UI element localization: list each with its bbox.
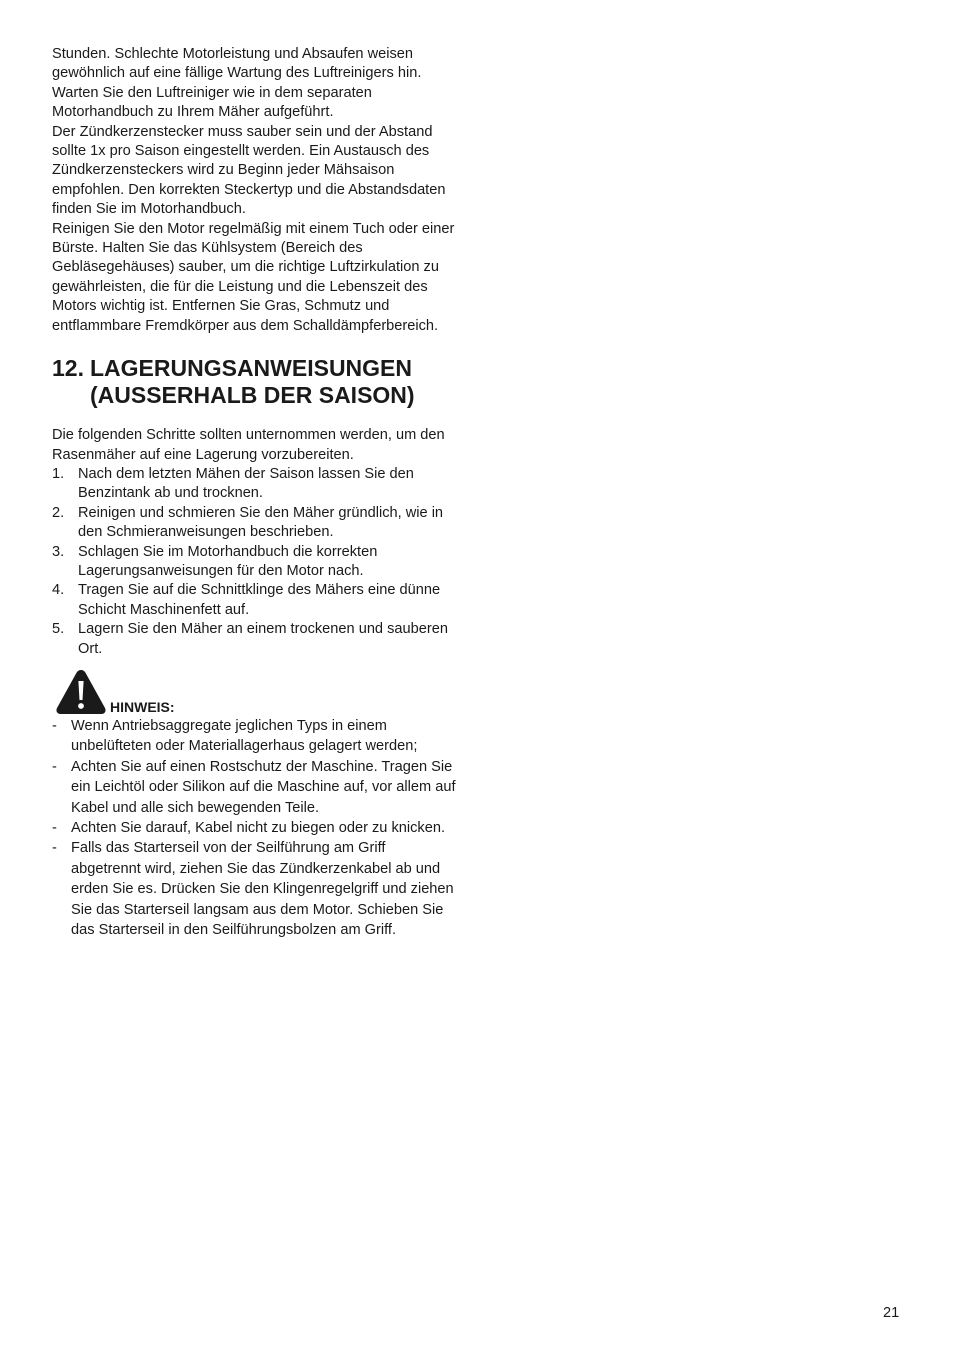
list-item [52, 838, 458, 940]
step-text: Nach dem letzten Mähen der Saison lassen Sie den Benzintank ab und trocknen. [78, 465, 414, 502]
bullet-dash: - [52, 820, 57, 836]
step-text: Reinigen und schmieren Sie den Mäher gründlich, wie in den Schmieranweisungen beschrieben. [78, 504, 444, 541]
list-item [52, 620, 458, 659]
section-title-line-2: (AUSSERHALB DER SAISON) [90, 382, 415, 409]
paragraph-engine-cleaning: Reinigen Sie den Motor regelmäßig mit einem Tuch oder einer Bürste. Halten Sie das Kühlsystem (Bereich des Gebläsegehäuses) sauber, um die richtige Luftzirkulation zu gewährleisten, die für die Leistung und die Lebenszeit des Motors wichtig ist. Entfernen Sie Gras, Schmutz und entflammbare Fremdkörper aus dem Schalldämpferbereich. [52, 220, 455, 334]
step-number: 3. [52, 543, 65, 560]
bullet-dash: - [52, 840, 57, 857]
step-number: 4. [52, 582, 65, 599]
bullet-dash: - [52, 717, 57, 734]
notice-text: Achten Sie auf einen Rostschutz der Maschine. Tragen Sie ein Leichtöl oder Silikon auf die Maschine auf, vor allem auf Kabel und alle sich bewegenden Teile. [71, 758, 456, 816]
step-text: Schlagen Sie im Motorhandbuch die korrekten Lagerungsanweisungen für den Motor nach. [78, 543, 378, 579]
list-item [52, 581, 458, 620]
notice-text: Falls das Starterseil von der Seilführung am Griff abgetrennt wird, ziehen Sie das Zündkerzenkabel ab und erden Sie es. Drücken Sie den Klingenregelgriff und ziehen Sie das Starterseil langsam aus dem Motor. Schieben Sie das Starterseil in den Seilführungsbolzen am Griff. [71, 840, 454, 939]
section-title [90, 355, 458, 409]
step-number: 1. [52, 465, 65, 482]
notice-text: Wenn Antriebsaggregate jeglichen Typs in einem unbelüfteten oder Materiallagerhaus gelagert werden; [71, 717, 418, 755]
notice-list [52, 716, 458, 940]
notice-header [52, 668, 458, 716]
list-item [52, 716, 458, 757]
notice-text: Achten Sie darauf, Kabel nicht zu biegen oder zu knicken. [71, 820, 446, 836]
paragraph-spark-plug: Der Zündkerzenstecker muss sauber sein und der Abstand sollte 1x pro Saison eingestellt werden. Ein Austausch des Zündkerzensteckers wird zu Beginn jeder Mähsaison empfohlen. Den korrekten Steckertyp und die Abstandsdaten finden Sie im Motorhandbuch. [52, 123, 446, 218]
step-number: 5. [52, 621, 65, 638]
bullet-dash: - [52, 758, 57, 775]
step-text: Lagern Sie den Mäher an einem trockenen und sauberen Ort. [78, 621, 448, 657]
paragraph-air-cleaner: Stunden. Schlechte Motorleistung und Absaufen weisen gewöhnlich auf eine fällige Wartung des Luftreinigers hin. Warten Sie den Luftreiniger wie in dem separaten Motorhandbuch zu Ihrem Mäher aufgeführt. [52, 46, 422, 121]
list-item [52, 818, 458, 838]
list-item [52, 757, 458, 818]
step-number: 2. [52, 504, 65, 521]
section-title-line-1: LAGERUNGSANWEISUNGEN [90, 355, 413, 382]
list-item [52, 543, 458, 582]
step-text: Tragen Sie auf die Schnittklinge des Mähers eine dünne Schicht Maschinenfett auf. [78, 582, 441, 618]
warning-triangle-icon [55, 668, 107, 716]
notice-label: HINWEIS: [110, 698, 175, 715]
list-item [52, 504, 458, 543]
section-intro: Die folgenden Schritte sollten unternommen werden, um den Rasenmäher auf eine Lagerung vorzubereiten. [52, 427, 445, 463]
section-number: 12. [52, 355, 84, 382]
text-column [52, 45, 458, 940]
page-number: 21 [883, 1305, 900, 1321]
storage-steps-list [52, 465, 458, 659]
section-heading [52, 355, 458, 409]
list-item [52, 465, 458, 504]
